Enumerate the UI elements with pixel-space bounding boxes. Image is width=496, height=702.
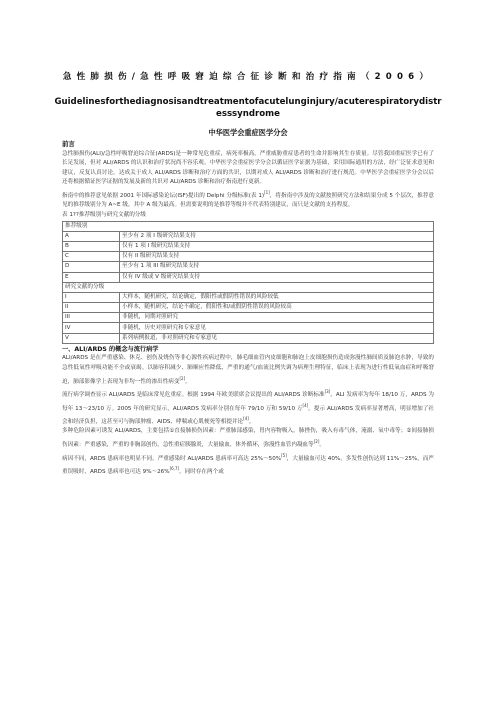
section-paragraph-2: 流行病学调查显示 ALI/ARDS 是临床常见危重症。根据 1994 年欧美联席会议提出的 ALI/ARDS 诊断标准[3]，ALI 发病率为每年 18/10 万，ARDS 为每年 13～23/10 万。2005 年的研究显示，ALI/ARDS 发病率分别在每年 79/10 万和 59/10 万[4]。提示 ALI/ARDS 发病率显著增高，明显增加了社会和经济负担，这甚至可与胸部肿瘤、AIDS、哮喘或心肌梗死等相提并论[4]。 (62, 389, 434, 425)
study-desc: 大样本，随机研究，结论确定，假阳性或假阴性错误的风险较低 (120, 292, 434, 302)
table-row (63, 333, 434, 343)
section-text-2: 流行病学调查显示 ALI/ARDS 是临床常见危重症。根据 1994 年欧美联席会议提出的 ALI/ARDS 诊断标准 (62, 391, 325, 398)
grade-desc: 仅有 IV 级或 V 级研究结果支持 (120, 272, 434, 282)
table-row (63, 241, 434, 251)
citation: [1] (264, 189, 270, 195)
citation: [2] (179, 375, 186, 381)
foreword-text-3: ，将指南中涉及的文献按照研究方法和结果分成 5 个层次，推荐意见的推荐级别分为 A~E 级，其中 A 级为最高。但需要说明的是推荐等级并不代表特别建议，而只是文献的支持程度。 (62, 192, 434, 209)
section-paragraph-1: ALI/ARDS 是在严重感染、休克、创伤及烧伤等非心源性疾病过程中，肺毛细血管内皮细胞和肺泡上皮细胞损伤造成弥漫性肺间质及肺泡水肿，导致的急性低氧性呼吸功能不全或衰竭。以肺容积减少、肺顺应性降低、严重的通气/血流比例失调为病理生理特征，临床上表现为进行性低氧血症和呼吸窘迫，肺部影像学上表现为非均一性的渗出性病变[2]。 (62, 355, 434, 385)
study-desc: 小样本，随机研究，结论不确定，假阳性和/或假阴性错误的风险较高 (120, 303, 434, 313)
section-text-8: 。同时存在两个或 (179, 468, 224, 475)
table-row (63, 303, 434, 313)
citation: [2] (313, 439, 320, 445)
grade-level: C (63, 252, 120, 262)
study-header: 研究文献的分级 (63, 282, 434, 292)
table-row (63, 323, 434, 333)
citation: [6,7] (169, 465, 180, 471)
grade-level: A (63, 231, 120, 241)
table-row (63, 252, 434, 262)
section-paragraph-4 (62, 451, 434, 478)
table-row (63, 231, 434, 241)
section-text-3: ，ALI 发病率为每年 18/10 万，ARDS 为每年 13～23/10 万。2005 年的研究显示，ALI/ARDS 发病率分别在每年 79/10 万和 59/10 万 (62, 391, 434, 412)
foreword-text-2: 指南中的推荐意见依据 2001 年国际感染论坛(ISF)提出的 Delphi 分级标准(表 1) (62, 192, 265, 199)
table-row (63, 272, 434, 282)
table-group-header (63, 282, 434, 292)
citation: [4] (302, 402, 309, 408)
grade-level: E (63, 272, 120, 282)
grade-desc: 至少有 1 项 III 级研究结果支持 (120, 262, 434, 272)
table-row (63, 262, 434, 272)
citation: [5] (281, 452, 287, 458)
section-heading: 一、ALI/ARDS 的概念与流行病学 (62, 345, 159, 353)
table-group-header (63, 221, 434, 231)
english-title: Guidelinesforthediagnosisandtreatmentofacutelunginjury/acuterespiratorydistresssyndrome (54, 97, 442, 119)
study-level: II (63, 303, 120, 313)
grade-desc: 仅有 II 级研究结果支持 (120, 252, 434, 262)
organization: 中华医学会重症医学分会 (208, 128, 288, 137)
document-body (62, 140, 434, 477)
grading-table (62, 221, 434, 344)
table-row (63, 313, 434, 323)
citation: [3] (324, 389, 331, 395)
foreword-heading: 前言 (62, 140, 75, 148)
table-caption: 表 1??推荐级别与研究文献的分级 (62, 212, 146, 219)
foreword-paragraph-1 (62, 150, 434, 188)
foreword-paragraph-2 (62, 188, 434, 211)
section-text-5: 多种危险因素可诱发 ALI/ARDS，主要包括①直接肺损伤因素：严重肺部感染，胃内容物吸入，肺挫伤，吸入有毒气体，淹溺、氧中毒等；②间接肺损伤因素：严重感染，严重的非胸部创伤，急性重症胰腺炎，大量输血，体外循环，弥漫性血管内凝血等 (62, 428, 434, 448)
section-text-4: 。提示 ALI/ARDS 发病率显著增高，明显增加了社会和经济负担，这甚至可与胸部肿瘤、AIDS、哮喘或心肌梗死等相提并论 (62, 405, 434, 425)
study-desc: 非随机，历史对照研究和专家意见 (120, 323, 434, 333)
section-text-6: 病因不同，ARDS 患病率也明显不同。严重感染时 ALI/ARDS 患病率可高达 25%～50% (62, 455, 282, 462)
document-title: 急性肺损伤/急性呼吸窘迫综合征诊断和治疗指南（2006） (62, 72, 434, 82)
grade-header: 推荐级别 (63, 221, 434, 231)
grade-level: B (63, 241, 120, 251)
study-desc: 系列病例报道，非对照研究和专家意见 (120, 333, 434, 343)
study-level: IV (63, 323, 120, 333)
foreword-text-1: 急性肺损伤(ALI)/急性呼吸窘迫综合征(ARDS)是一种常见危重症，病死率极高，严重威胁重症患者的生命并影响其生存质量。尽管我国重症医学已有了长足发展，但对 ALI/ARDS 的认识和治疗状况尚不容乐观。中华医学会重症医学分会以循证医学证据为基础，采用国际通用的方法，经广泛征求意见和建议，反复认真讨论，达成关于成人 ALI/ARDS 诊断和治疗方面的共识，以期对成人 ALI/ARDS 诊断和治疗进行规范。中华医学会重症医学分会以后还将根据循证医学证据的发展及新的共识对 ALI/ARDS 诊断和治疗指南进行更新。 (62, 150, 434, 186)
study-level: V (63, 333, 120, 343)
table-row (63, 292, 434, 302)
grade-desc: 至少有 2 项 I 级研究结果支持 (120, 231, 434, 241)
section-paragraph-3: 多种危险因素可诱发 ALI/ARDS，主要包括①直接肺损伤因素：严重肺部感染，胃内容物吸入，肺挫伤，吸入有毒气体，淹溺、氧中毒等；②间接肺损伤因素：严重感染，严重的非胸部创伤，急性重症胰腺炎，大量输血，体外循环，弥漫性血管内凝血等[2]。 (62, 428, 434, 448)
study-level: III (63, 313, 120, 323)
grade-desc: 仅有 1 项 I 级研究结果支持 (120, 241, 434, 251)
section-text-7: ，大量输血可达 40%，多发性创伤达到 11%～25%，而严重误吸时，ARDS 患病率也可达 9%～26% (62, 455, 434, 475)
study-level: I (63, 292, 120, 302)
citation: [4] (243, 416, 249, 421)
study-desc: 非随机，同期对照研究 (120, 313, 434, 323)
section-text-1: ALI/ARDS 是在严重感染、休克、创伤及烧伤等非心源性疾病过程中，肺毛细血管内皮细胞和肺泡上皮细胞损伤造成弥漫性肺间质及肺泡水肿，导致的急性低氧性呼吸功能不全或衰竭。以肺容积减少、肺顺应性降低、严重的通气/血流比例失调为病理生理特征，临床上表现为进行性低氧血症和呼吸窘迫，肺部影像学上表现为非均一性的渗出性病变 (62, 355, 434, 385)
grade-level: D (63, 262, 120, 272)
